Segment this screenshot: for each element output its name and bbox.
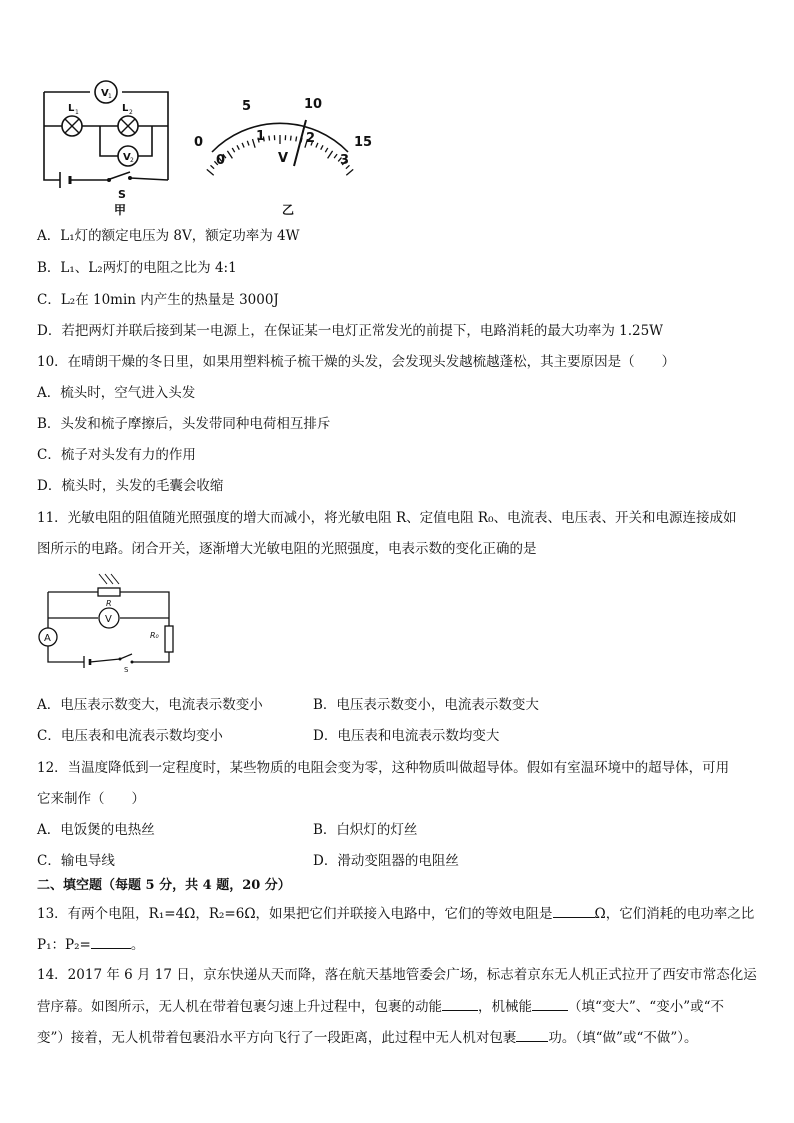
q14-text-2b: ，机械能: [478, 999, 532, 1015]
dial-tick: [291, 136, 292, 141]
voltmeter-dial-yi: [190, 90, 380, 220]
voltmeter-label: V: [105, 614, 112, 625]
dial-tick: [296, 137, 297, 142]
dial-tick: [207, 169, 214, 175]
q11-option-d: D．电压表和电流表示数均变大: [313, 728, 500, 744]
dial-top-label-5: 5: [242, 99, 252, 114]
q13-text-part1: 13．有两个电阻，R₁=4Ω，R₂=6Ω，如果把它们并联接入电路中，它们的等效电阻是: [37, 906, 553, 922]
q13-text-part3: P₁：P₂=: [37, 937, 91, 953]
dial-tick: [269, 136, 270, 141]
q9-option-d: D．若把两灯并联后接到某一电源上，在保证某一电灯正常发光的前提下，电路消耗的最大功率为 1.25W: [37, 323, 664, 339]
dial-bottom-label-3: 3: [340, 153, 350, 168]
svg-text:L: L: [68, 103, 75, 114]
q13-line2: [37, 934, 144, 955]
q14-line2: [37, 996, 724, 1017]
circuit-diagram-jia: [38, 78, 174, 218]
dial-pointer: [294, 120, 306, 166]
q13-text-part4: 。: [130, 937, 145, 953]
svg-text:2: 2: [130, 157, 134, 164]
q14-blank-3[interactable]: [516, 1027, 548, 1042]
dial-tick: [211, 165, 215, 168]
q14-line1: 14．2017 年 6 月 17 日，京东快递从天而降，落在航天基地管委会广场，标志着京东无人机正式拉开了西安市常态化运: [37, 967, 757, 983]
svg-text:2: 2: [129, 109, 133, 116]
q11-option-b: B．电压表示数变小，电流表示数变大: [313, 697, 539, 713]
dial-tick: [321, 145, 323, 149]
q10-option-d: D．梳头时，头发的毛囊会收缩: [37, 478, 224, 494]
q11-option-c: C．电压表和电流表示数均变小: [37, 728, 223, 744]
dial-tick: [328, 151, 333, 159]
q9-option-b: B．L₁、L₂两灯的电阻之比为 4:1: [37, 260, 237, 276]
q9-option-c: C．L₂在 10min 内产生的热量是 3000J: [37, 292, 279, 308]
q11-option-a: A．电压表示数变大，电流表示数变小: [37, 697, 263, 713]
dial-tick: [242, 143, 244, 148]
q10-option-a: A．梳头时，空气进入头发: [37, 385, 196, 401]
dial-tick: [237, 145, 239, 149]
dial-top-label-0: 0: [194, 135, 204, 150]
q14-text-2a: 营序幕。如图所示，无人机在带着包裹匀速上升过程中，包裹的动能: [37, 999, 442, 1015]
figure-label-jia: 甲: [114, 203, 127, 217]
dial-tick: [325, 148, 328, 152]
q10-option-b: B．头发和梳子摩擦后，头发带同种电荷相互排斥: [37, 416, 331, 432]
dial-bottom-label-1: 1: [256, 129, 266, 144]
q13-text-part2: Ω，它们消耗的电功率之比: [594, 906, 755, 922]
switch-label: S: [124, 666, 129, 674]
photoresistor-label: R: [106, 599, 112, 608]
q10-stem: 10．在晴朗干燥的冬日里，如果用塑料梳子梳干燥的头发，会发现头发越梳越蓬松，其主要原因是（ ）: [37, 354, 676, 370]
q12-stem-line1: 12．当温度降低到一定程度时，某些物质的电阻会变为零，这种物质叫做超导体。假如有室温环境中的超导体，可用: [37, 760, 730, 776]
q14-text-3a: 变”）接着，无人机带着包裹沿水平方向飞行了一段距离，此过程中无人机对包裹: [37, 1030, 517, 1046]
q9-option-a: A．L₁灯的额定电压为 8V，额定功率为 4W: [37, 228, 300, 244]
dial-tick: [334, 154, 337, 158]
svg-text:1: 1: [108, 93, 112, 100]
q13-blank-2[interactable]: [91, 934, 131, 949]
q14-blank-2[interactable]: [532, 996, 568, 1011]
q12-option-a: A．电饭煲的电热丝: [37, 822, 155, 838]
svg-text:L: L: [122, 103, 129, 114]
q10-option-c: C．梳子对头发有力的作用: [37, 447, 196, 463]
q12-stem-line2: 它来制作（ ）: [37, 791, 145, 807]
dial-tick: [253, 139, 256, 148]
dial-top-label-15: 15: [354, 135, 373, 150]
switch-label: S: [118, 188, 126, 201]
q12-option-d: D．滑动变阻器的电阻丝: [313, 853, 459, 869]
svg-text:V: V: [101, 88, 109, 99]
q12-option-b: B．白炽灯的灯丝: [313, 822, 418, 838]
fixed-resistor-label: R₀: [150, 631, 159, 640]
circuit-diagram-q11: [36, 570, 182, 675]
dial-tick: [232, 148, 235, 152]
fixed-resistor-icon: [165, 626, 173, 652]
svg-text:1: 1: [75, 109, 79, 116]
photoresistor-icon: [98, 588, 120, 596]
figure-label-yi: 乙: [282, 203, 295, 217]
q12-option-c: C．输电导线: [37, 853, 115, 869]
dial-tick: [227, 151, 232, 159]
dial-tick: [316, 143, 318, 148]
dial-top-label-10: 10: [304, 97, 323, 112]
section-2-title: 二、填空题（每题 5 分，共 4 题，20 分）: [37, 878, 291, 893]
q14-text-3b: 功。（填“做”或“不做”）。: [548, 1030, 698, 1046]
dial-tick: [346, 169, 353, 175]
dial-bottom-label-2: 2: [306, 131, 316, 146]
q11-stem-line2: 图所示的电路。闭合开关，逐渐增大光敏电阻的光照强度，电表示数的变化正确的是: [37, 541, 537, 557]
dial-tick: [247, 141, 249, 146]
q11-stem-line1: 11．光敏电阻的阻值随光照强度的增大而减小，将光敏电阻 R、定值电阻 R₀、电流表、电压表、开关和电源连接成如: [37, 510, 737, 526]
svg-text:V: V: [123, 152, 131, 163]
dial-bottom-label-0: 0: [216, 153, 226, 168]
q14-blank-1[interactable]: [442, 996, 478, 1011]
q14-text-2c: （填“变大”、“变小”或“不: [568, 999, 725, 1015]
q13-line1: [37, 903, 754, 924]
q13-blank-1[interactable]: [553, 903, 595, 918]
ammeter-label: A: [44, 633, 51, 644]
dial-unit: V: [278, 151, 289, 166]
q14-line3: [37, 1027, 698, 1048]
